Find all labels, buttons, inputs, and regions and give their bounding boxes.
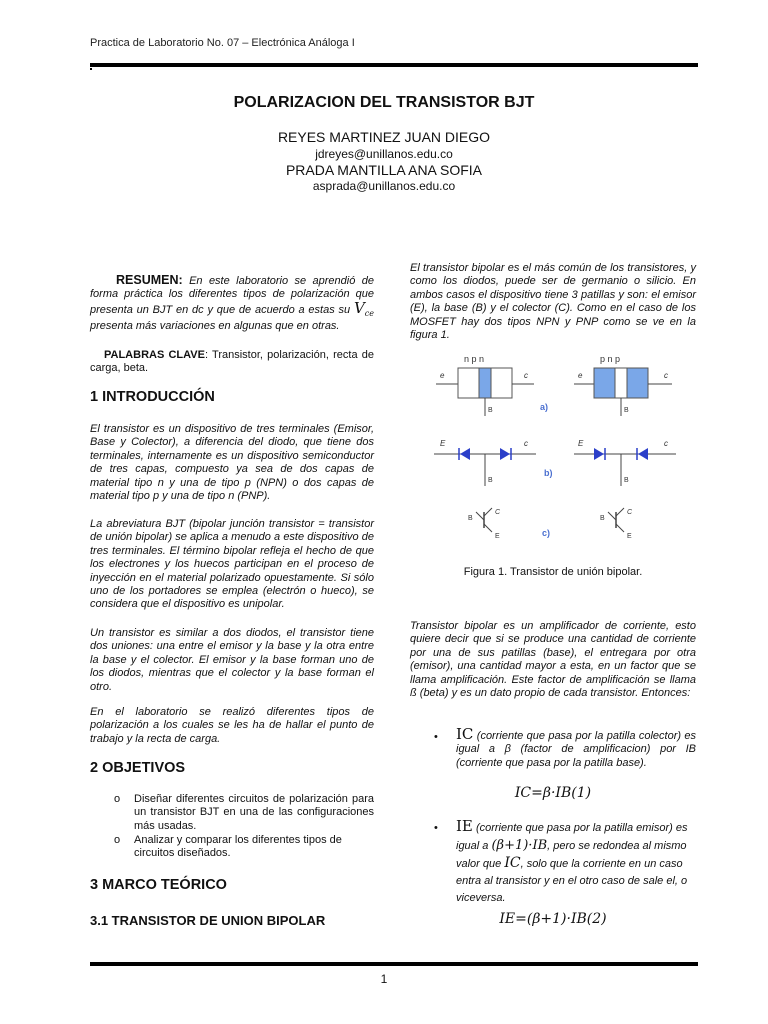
- page-number: 1: [380, 972, 388, 986]
- pnp-b-label: B: [624, 407, 629, 414]
- pnp-e-label: e: [578, 371, 583, 380]
- abstract-text-b: presenta más variaciones en algunas que en otras.: [90, 320, 340, 333]
- npn-diode-e: E: [440, 439, 446, 448]
- figure-label-b: b): [544, 468, 553, 478]
- objectives-heading: 2 OBJETIVOS: [90, 760, 186, 776]
- bjt-figure: [428, 348, 698, 546]
- pnp-symbol-e-lead: [616, 524, 624, 532]
- npn-symbol-e: E: [495, 533, 500, 540]
- ie-text-a: (corriente que pasa por la patilla emisor) es igual a: [456, 822, 688, 852]
- ie-expression: (β+1)·IB: [491, 838, 548, 853]
- right-paragraph-2: Transistor bipolar es un amplificador de corriente, esto quiere decir que si se produce una cantidad de corriente por una de sus patillas (base), el entregara por otra (emisor), una cantidad mayor a esta, en un factor que se llama amplificación. Este factor de amplificación se llama ß (beta) y es un dato propio de cada transistor. Entonces:: [410, 620, 696, 700]
- npn-symbol-e-lead: [484, 524, 492, 532]
- pnp-symbol-c: C: [627, 509, 633, 516]
- keywords-text: : Transistor, polarización, recta de carga, beta.: [90, 349, 374, 375]
- header-rule-mark: [90, 68, 92, 70]
- pnp-diode-right: [638, 448, 648, 460]
- pnp-symbol-b: B: [600, 515, 605, 522]
- vce-subscript: ce: [364, 309, 375, 318]
- pnp-diode-b: B: [624, 477, 629, 484]
- ie-ic-symbol: IC: [504, 855, 521, 871]
- ie-text-c: , solo que la corriente en un caso entra al transistor y en el otro caso de sale el, o viceversa.: [456, 858, 688, 904]
- equation-2: IE=(β+1)·IB(2): [499, 911, 607, 927]
- author-name-1: REYES MARTINEZ JUAN DIEGO: [277, 129, 491, 145]
- npn-e-label: e: [440, 371, 445, 380]
- pnp-base-region: [615, 368, 627, 398]
- pnp-diode-left: [594, 448, 604, 460]
- right-paragraph-1: El transistor bipolar es el más común de los transistores, y como los diodos, puede ser de germanio o silicio. En ambos casos el dispositivo tiene 3 patillas y son: el emisor (E), la base (B) y el colector (C). Como en el caso de los MOSFET hay dos tipos NPN y PNP como se ve en la figura 1.: [410, 262, 696, 342]
- npn-symbol-c: C: [495, 509, 501, 516]
- footer-rule: [90, 962, 698, 966]
- intro-paragraph-1: El transistor es un dispositivo de tres terminales (Emisor, Base y Colector), a diferencia del diodo, que tiene dos terminales, internamente es un dispositivo semiconductor de tres capas, compuesto ya sea de dos capas de material tipo n y una de tipo p (NPN) o dos capas de material tipo p y una de tipo n (PNP).: [90, 423, 374, 503]
- npn-diode-left: [460, 448, 470, 460]
- pnp-symbol-e: E: [627, 533, 632, 540]
- npn-diode-b: B: [488, 477, 493, 484]
- npn-label: n p n: [464, 354, 485, 364]
- equation-1: IC=β·IB(1): [514, 785, 592, 801]
- intro-heading: 1 INTRODUCCIÓN: [90, 389, 215, 405]
- intro-paragraph-2: La abreviatura BJT (bipolar junción transistor = transistor de unión bipolar) se aplica a menudo a este dispositivo de tres terminales. El término bipolar refleja el hecho de que los electrones y los huecos participan en el proceso de inyección en el material polarizado opuestamente. Si sólo uno de los portadores se emplea (electrón o hueco), se considera que el dispositivo es unipolar.: [90, 518, 374, 611]
- figure-label-a: a): [540, 402, 549, 412]
- pnp-diode-e: E: [578, 439, 584, 448]
- figure-label-c: c): [542, 528, 551, 538]
- ie-bullet: •: [434, 822, 438, 834]
- pnp-c-label: c: [664, 371, 668, 380]
- ic-symbol: IC: [456, 725, 474, 743]
- npn-symbol-b: B: [468, 515, 473, 522]
- npn-base-region: [479, 368, 491, 398]
- npn-symbol-c-lead: [484, 508, 492, 516]
- author-email-1: jdreyes@unillanos.edu.co: [315, 147, 453, 161]
- objective-item-2: Analizar y comparar los diferentes tipos de circuitos diseñados.: [134, 834, 342, 860]
- pnp-symbol-b-lead: [608, 512, 616, 520]
- author-name-2: PRADA MANTILLA ANA SOFIA: [285, 162, 483, 178]
- keywords-label: PALABRAS CLAVE: [104, 349, 205, 361]
- paper-title: POLARIZACION DEL TRANSISTOR BJT: [233, 94, 535, 111]
- author-email-2: asprada@unillanos.edu.co: [312, 179, 456, 193]
- objective-item-1: Diseñar diferentes circuitos de polarización para un transistor BJT en una de las configuraciones más usadas.: [134, 793, 374, 832]
- ic-item: [456, 725, 696, 770]
- running-header: Practica de Laboratorio No. 07 – Electrónica Análoga I: [90, 37, 355, 49]
- header-rule: [90, 63, 698, 67]
- marco-heading: 3 MARCO TEÓRICO: [90, 877, 227, 893]
- intro-paragraph-4: En el laboratorio se realizó diferentes tipos de polarización a los cuales se les ha de hallar el punto de trabajo y la recta de carga.: [90, 706, 374, 745]
- ic-bullet: •: [434, 731, 438, 743]
- objective-bullet-2: o: [114, 834, 121, 846]
- pnp-symbol-c-lead: [616, 508, 624, 516]
- intro-paragraph-3: Un transistor es similar a dos diodos, el transistor tiene dos uniones: una entre el emisor y la base y la otra entre la base y el colector. El emisor y la base forman uno de los diodos, mientras que el colector y la base forman el otro.: [90, 627, 374, 693]
- ic-text: (corriente que pasa por la patilla colector) es igual a β (factor de amplificacion) por IB (corriente que pasa por la patilla base).: [456, 730, 696, 769]
- objective-bullet-1: o: [114, 793, 121, 805]
- npn-diode-right: [500, 448, 510, 460]
- keywords: [90, 349, 374, 376]
- ie-item: [456, 818, 696, 907]
- abstract: [90, 274, 374, 334]
- ie-text-b: , pero se redondea al mismo valor que: [456, 840, 687, 870]
- subsection-heading: 3.1 TRANSISTOR DE UNION BIPOLAR: [90, 913, 326, 928]
- pnp-diode-c: c: [664, 439, 668, 448]
- abstract-label: RESUMEN:: [116, 273, 183, 287]
- ie-symbol: IE: [456, 817, 473, 835]
- npn-c-label: c: [524, 371, 528, 380]
- vce-symbol: V: [353, 298, 365, 317]
- pnp-label: p n p: [600, 354, 621, 364]
- npn-b-label: B: [488, 407, 493, 414]
- npn-diode-c: c: [524, 439, 528, 448]
- abstract-text-a: En este laboratorio se aprendió de forma práctica los diferentes tipos de polarización que presenta un BJT en dc y que de acuerdo a estas su: [90, 275, 374, 316]
- figure-caption: Figura 1. Transistor de unión bipolar.: [463, 566, 643, 578]
- npn-symbol-b-lead: [476, 512, 484, 520]
